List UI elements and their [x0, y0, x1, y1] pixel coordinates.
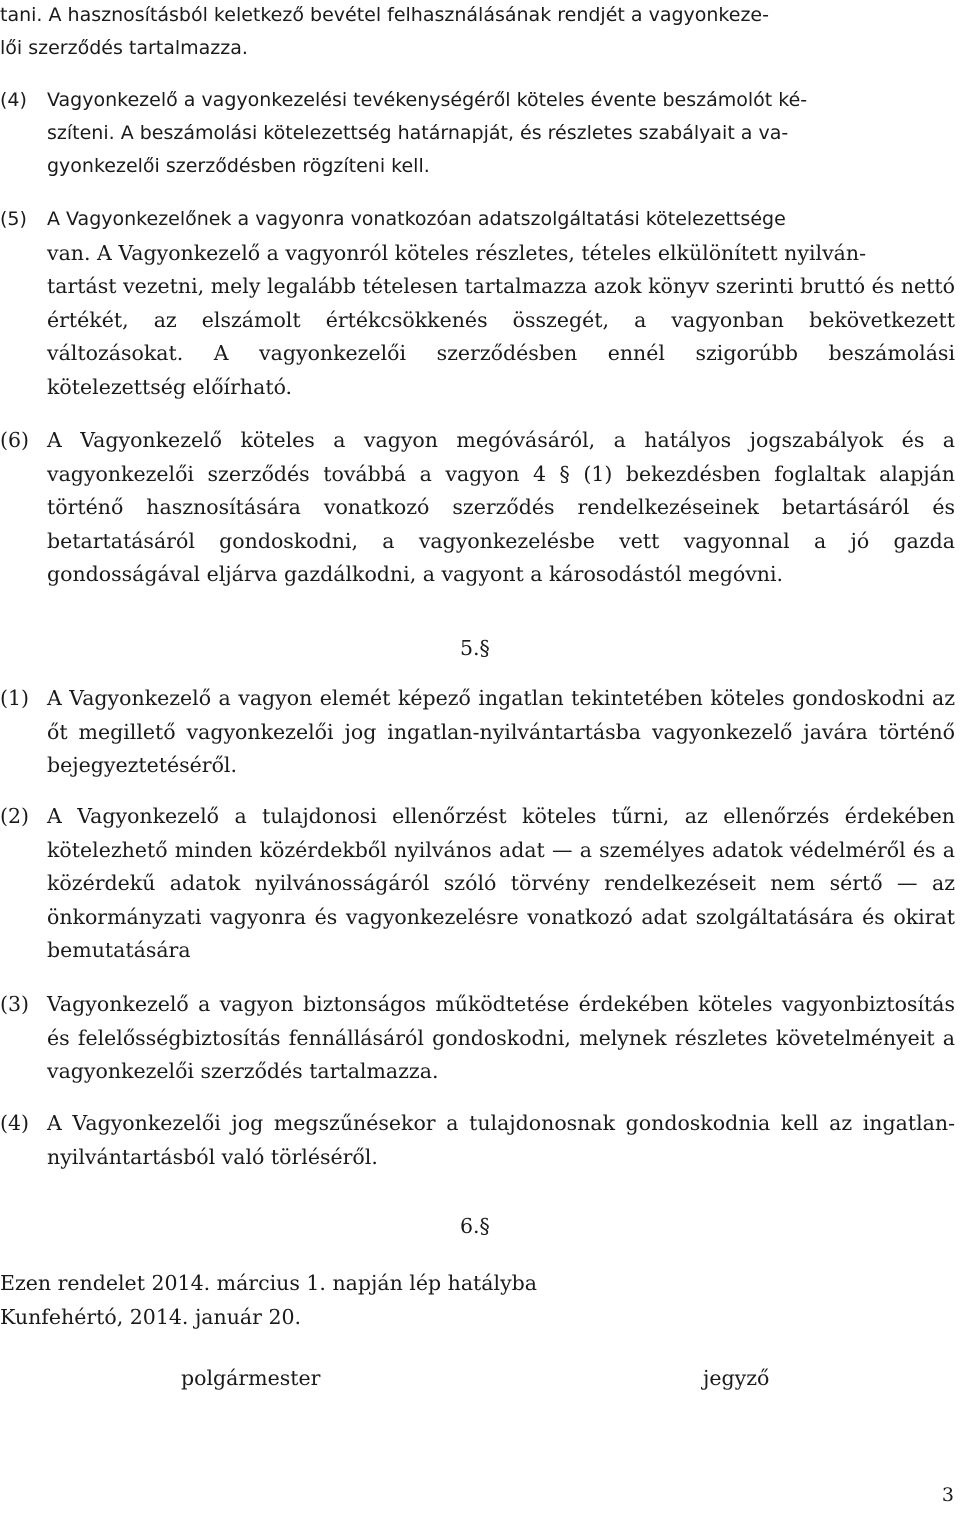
paragraph-5-4 — [0, 1107, 955, 1174]
place-and-date: Kunfehértó, 2014. január 20. — [0, 1305, 302, 1329]
paragraph-number: (6) — [0, 428, 30, 452]
paragraph-fragment-line: lői szerződés tartalmazza. — [0, 37, 248, 59]
paragraph-line: A Vagyonkezelőnek a vagyonra vonatkozóan adatszolgáltatási kötelezettsége — [47, 208, 786, 230]
paragraph-number: (1) — [0, 686, 30, 710]
signature-notary: jegyző — [703, 1366, 770, 1390]
paragraph-line: Vagyonkezelő a vagyonkezelési tevékenységéről köteles évente beszámolót ké- — [47, 89, 808, 111]
paragraph-6 — [0, 424, 955, 592]
paragraph-text: A Vagyonkezelői jog megszűnésekor a tulajdonosnak gondoskodnia kell az ingatlan-nyilvántartásból való törléséről. — [47, 1111, 955, 1169]
paragraph-text: A Vagyonkezelő köteles a vagyon megóvásáról, a hatályos jogszabályok és a vagyonkezelői szerződés továbbá a vagyon 4 § (1) bekezdésben foglaltak alapján történő hasznosítására vonatkozó szerződés rendelkezéseinek betartásáról és betartatásáról gondoskodni, a vagyonkezelésbe vett vagyonnal a jó gazda gondosságával eljárva gazdálkodni, a vagyont a károsodástól megóvni. — [47, 428, 955, 586]
section-heading: 5.§ — [460, 636, 490, 660]
paragraph-text: Vagyonkezelő a vagyon biztonságos működtetése érdekében köteles vagyonbiztosítás és felelősségbiztosítás fennállásáról gondoskodni, melynek részletes követelményeit a vagyonkezelői szerződés tartalmazza. — [47, 992, 955, 1083]
paragraph-continuation — [0, 270, 955, 404]
paragraph-5-3 — [0, 988, 955, 1089]
paragraph-text: tartást vezetni, mely legalább tételesen tartalmazza azok könyv szerinti bruttó és nettó értékét, az elszámolt értékcsökkenés összegét, a vagyonban bekövetkezett változásokat. A vagyonkezelői szerződésben ennél szigorúbb beszámolási kötelezettség előírható. — [47, 274, 955, 399]
paragraph-5-1 — [0, 682, 955, 783]
paragraph-number: (4) — [0, 89, 27, 111]
paragraph-5-2 — [0, 800, 955, 968]
paragraph-line: gyonkezelői szerződésben rögzíteni kell. — [47, 155, 430, 177]
paragraph-text: A Vagyonkezelő a vagyon elemét képező ingatlan tekintetében köteles gondoskodni az őt megillető vagyonkezelői jog ingatlan-nyilvántartásba vagyonkezelő javára történő bejegyeztetéséről. — [47, 686, 955, 777]
paragraph-line: szíteni. A beszámolási kötelezettség határnapját, és részletes szabályait a va- — [47, 122, 789, 144]
page-number: 3 — [941, 1484, 954, 1506]
paragraph-text: A Vagyonkezelő a tulajdonosi ellenőrzést köteles tűrni, az ellenőrzés érdekében kötelezhető minden közérdekből nyilvános adat — a személyes adatok védelméről és a közérdekű adatok nyilvánosságáról szóló törvény rendelkezéseit nem sértő — az önkormányzati vagyonra és vagyonkezelésre vonatkozó adat szolgáltatására és okirat bemutatására — [47, 804, 955, 962]
paragraph-fragment-line: tani. A hasznosításból keletkező bevétel felhasználásának rendjét a vagyonkeze- — [0, 4, 769, 26]
paragraph-line: van. A Vagyonkezelő a vagyonról köteles részletes, tételes elkülönített nyilván- — [47, 241, 867, 265]
paragraph-number: (4) — [0, 1111, 30, 1135]
signature-mayor: polgármester — [181, 1366, 321, 1390]
effective-date-statement: Ezen rendelet 2014. március 1. napján lép hatályba — [0, 1271, 538, 1295]
paragraph-number: (3) — [0, 992, 30, 1016]
paragraph-number: (2) — [0, 804, 30, 828]
section-heading: 6.§ — [460, 1214, 490, 1238]
paragraph-number: (5) — [0, 208, 27, 230]
